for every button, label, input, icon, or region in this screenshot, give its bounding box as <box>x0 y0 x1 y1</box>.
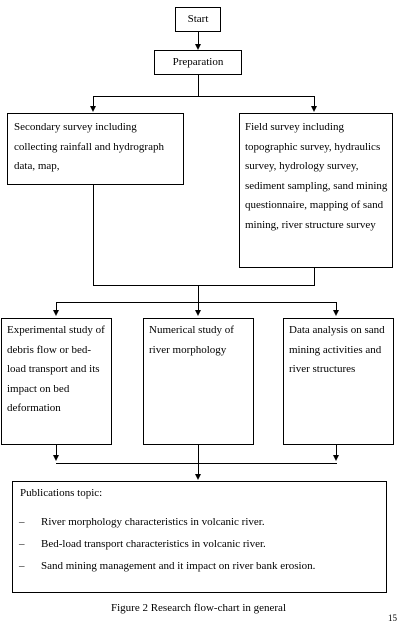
connector-secondary-down <box>93 185 94 286</box>
publication-item-text: Bed-load transport characteristics in volcanic river. <box>41 538 266 550</box>
publication-item <box>19 558 315 574</box>
secondary-survey-label: Secondary survey including collecting rainfall and hydrograph data, map, <box>14 121 164 172</box>
arrowhead-numerical <box>195 310 201 316</box>
bullet-dash: – <box>19 538 25 550</box>
connector-merge <box>93 285 315 286</box>
connector-experimental-down <box>56 445 57 455</box>
connector-field-down <box>314 268 315 286</box>
connector-survey-split <box>93 96 315 97</box>
figure-caption: Figure 2 Research flow-chart in general <box>110 602 286 614</box>
publications-box <box>12 481 387 593</box>
page-number: 15 <box>388 613 397 623</box>
field-survey-box <box>239 113 393 268</box>
publication-item <box>19 514 265 530</box>
publication-item <box>19 536 266 552</box>
numerical-study-box <box>143 318 254 445</box>
bullet-dash: – <box>19 560 25 572</box>
preparation-box <box>154 50 242 75</box>
field-survey-label: Field survey including topographic survey, hydraulics survey, hydrology survey, sediment sampling, sand mining questionnaire, mapping of sand mining, river structure survey <box>245 121 388 231</box>
arrowhead-analysis-out <box>333 455 339 461</box>
arrowhead-experimental <box>53 310 59 316</box>
arrowhead-publications <box>195 474 201 480</box>
arrowhead-field <box>311 106 317 112</box>
arrowhead-experimental-out <box>53 455 59 461</box>
numerical-study-label: Numerical study of river morphology <box>149 324 234 356</box>
data-analysis-box <box>283 318 394 445</box>
data-analysis-label: Data analysis on sand mining activities and river structures <box>289 324 385 375</box>
preparation-label: Preparation <box>172 56 224 68</box>
experimental-study-label: Experimental study of debris flow or bed-load transport and its impact on bed deformation <box>7 324 105 414</box>
connector-merge-down <box>198 285 199 302</box>
publications-title: Publications topic: <box>20 487 103 499</box>
connector-publications-merge <box>56 463 337 464</box>
connector-numerical-down <box>198 445 199 464</box>
experimental-study-box <box>1 318 112 445</box>
connector-preparation-down <box>198 75 199 96</box>
secondary-survey-box <box>7 113 184 185</box>
start-box <box>175 7 221 32</box>
connector-analysis-down <box>336 445 337 455</box>
arrowhead-analysis <box>333 310 339 316</box>
connector-study-split <box>56 302 337 303</box>
publication-item-text: Sand mining management and it impact on river bank erosion. <box>41 560 316 572</box>
arrowhead-secondary <box>90 106 96 112</box>
publication-item-text: River morphology characteristics in volcanic river. <box>41 516 265 528</box>
bullet-dash: – <box>19 516 25 528</box>
start-label: Start <box>187 13 209 25</box>
